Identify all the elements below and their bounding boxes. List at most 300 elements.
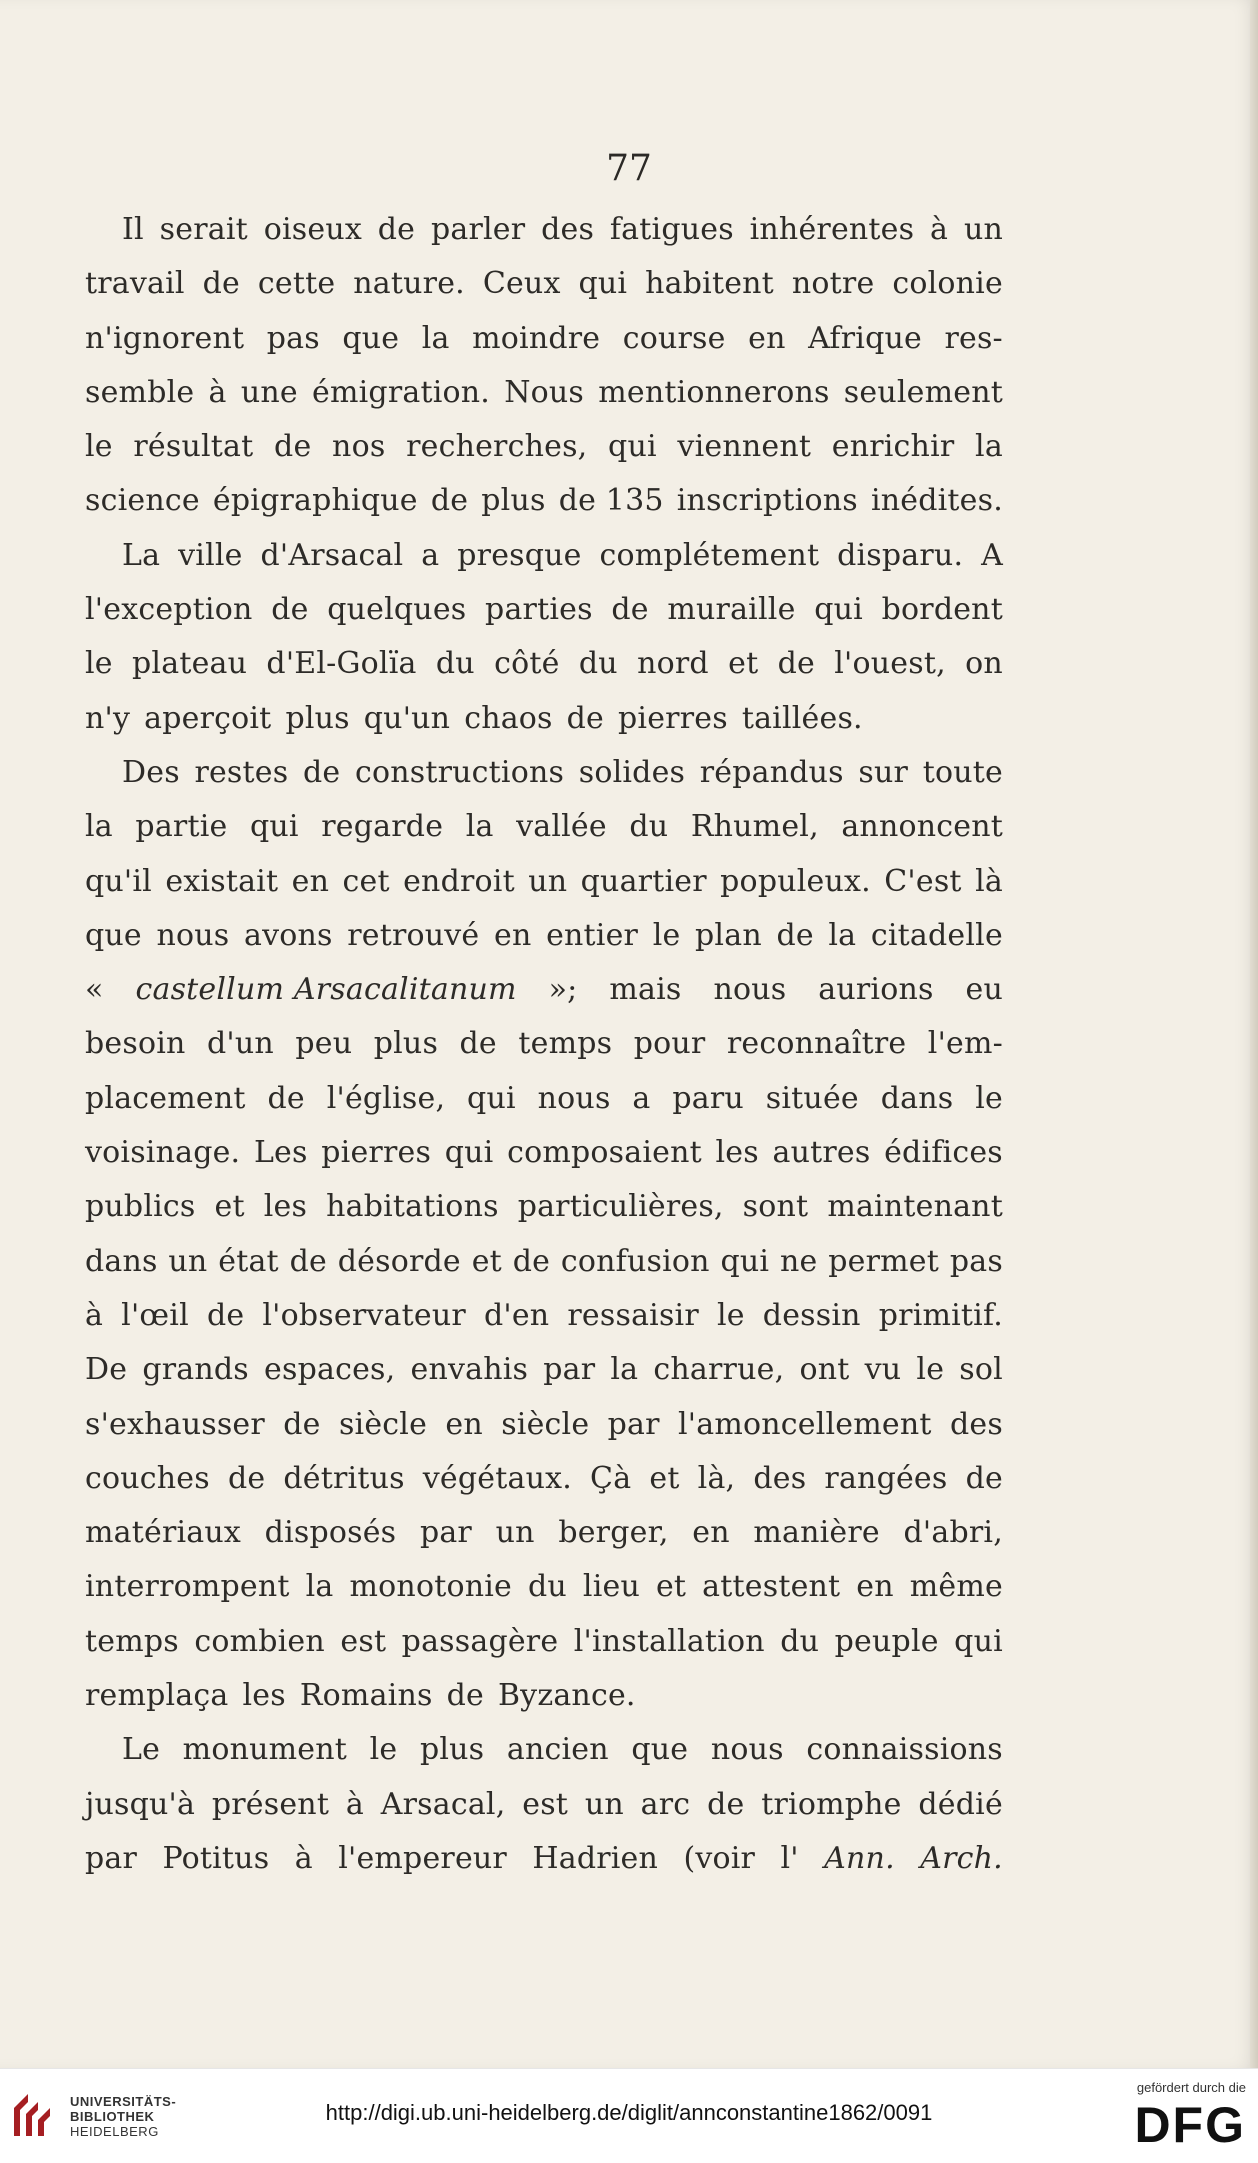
word: la xyxy=(305,1569,334,1605)
word: monument xyxy=(182,1732,348,1768)
text-line xyxy=(85,1624,1003,1678)
word: retrouvé xyxy=(347,917,480,953)
word: besoin xyxy=(85,1026,186,1062)
word: lieu xyxy=(582,1569,640,1605)
page-edge-shadow xyxy=(1250,0,1258,2068)
word: De xyxy=(85,1352,128,1388)
word: de xyxy=(965,1460,1003,1496)
word: un xyxy=(584,1786,624,1822)
word: de xyxy=(707,1786,745,1822)
word: placement xyxy=(85,1080,246,1116)
word: connaissions xyxy=(806,1732,1003,1768)
word: des xyxy=(753,1460,807,1496)
word: travail xyxy=(85,266,185,302)
word: de xyxy=(302,754,341,790)
word: dessin xyxy=(762,1297,861,1333)
word: que xyxy=(85,917,142,953)
word: toute xyxy=(922,754,1003,790)
word: du xyxy=(780,1623,820,1659)
word: de xyxy=(430,483,469,519)
word: inédites. xyxy=(870,483,1003,519)
word: nature. xyxy=(353,266,465,302)
word: ancien xyxy=(506,1732,609,1768)
word: combien xyxy=(194,1623,325,1659)
word: composaient xyxy=(507,1135,702,1171)
word: en xyxy=(493,917,532,953)
word: Arsacal, xyxy=(380,1786,506,1822)
word: Il xyxy=(122,212,144,247)
word: végétaux. xyxy=(422,1460,572,1496)
word: on xyxy=(965,646,1003,682)
word: l'empereur xyxy=(338,1840,507,1876)
word: constructions xyxy=(354,754,565,790)
word: et xyxy=(471,1243,502,1279)
text-line xyxy=(85,918,1003,972)
word: inhérentes xyxy=(749,212,915,247)
word: à xyxy=(930,212,949,247)
word: pas xyxy=(266,320,320,356)
text-line xyxy=(85,1732,1003,1786)
word: parler xyxy=(430,212,526,247)
word: La xyxy=(122,537,161,573)
word: à xyxy=(345,1786,364,1822)
word: pour xyxy=(633,1026,706,1062)
word: muraille xyxy=(667,592,796,628)
word: plateau xyxy=(132,646,248,682)
word: Afrique xyxy=(808,320,922,356)
word: citadelle xyxy=(870,917,1003,953)
text-line xyxy=(85,1841,1003,1895)
word: qui xyxy=(720,1243,770,1279)
word: et xyxy=(214,1189,245,1225)
word: inscriptions xyxy=(676,483,858,519)
permalink-url[interactable]: http://digi.ub.uni-heidelberg.de/diglit/annconstantine1862/0091 xyxy=(325,2100,933,2125)
word: Nous xyxy=(504,374,585,410)
word: autres xyxy=(772,1135,871,1171)
word: de xyxy=(202,266,240,302)
word: triomphe xyxy=(761,1786,902,1822)
word: particulières, xyxy=(517,1189,724,1225)
text-line xyxy=(85,1135,1003,1189)
text-line xyxy=(85,1081,1003,1135)
word: entier xyxy=(546,917,639,953)
word: sont xyxy=(742,1189,809,1225)
word: l'œil xyxy=(121,1297,189,1333)
word: voisinage. xyxy=(85,1135,241,1171)
word: l'église, xyxy=(326,1080,446,1116)
word: dédié xyxy=(918,1786,1003,1822)
word: peu xyxy=(295,1026,353,1062)
word: l'installation xyxy=(573,1623,765,1659)
word: de xyxy=(227,1460,266,1496)
word: de xyxy=(777,646,815,682)
word: un xyxy=(528,863,568,899)
word: de xyxy=(776,917,814,953)
word: Rhumel, xyxy=(690,809,819,845)
word: Ann. xyxy=(824,1840,895,1876)
word: attestent xyxy=(702,1569,841,1605)
word: présent xyxy=(211,1786,330,1822)
word: de xyxy=(206,1297,245,1333)
word: des xyxy=(949,1406,1003,1442)
logo-line-1: UNIVERSITÄTS- xyxy=(70,2094,177,2109)
word: répandus xyxy=(699,754,844,790)
word: passagère xyxy=(401,1623,559,1659)
word: mais xyxy=(609,972,682,1008)
word: en xyxy=(856,1569,894,1605)
word: chaos xyxy=(464,700,553,736)
text-line xyxy=(85,1026,1003,1080)
word: la xyxy=(610,1352,639,1388)
word: a xyxy=(421,537,440,573)
word: que xyxy=(631,1732,689,1768)
word: et xyxy=(649,1460,680,1496)
text-line xyxy=(85,701,1003,755)
word: le xyxy=(716,1297,745,1333)
word: dans xyxy=(880,1080,954,1116)
word: le xyxy=(85,429,113,465)
text-line xyxy=(85,1189,1003,1243)
word: eu xyxy=(965,972,1003,1008)
word: état xyxy=(218,1243,279,1279)
word: là xyxy=(975,863,1003,899)
word: Byzance. xyxy=(497,1678,636,1714)
word: res- xyxy=(944,320,1003,356)
word: de xyxy=(274,429,312,465)
text-line xyxy=(85,1515,1003,1569)
word: les xyxy=(715,1135,759,1171)
word: habitent xyxy=(645,266,774,302)
word: Ceux xyxy=(482,266,561,302)
word: Hadrien xyxy=(532,1840,659,1876)
text-line xyxy=(85,266,1003,320)
word: qu'un xyxy=(363,700,451,736)
word: monotonie xyxy=(349,1569,512,1605)
word: de xyxy=(267,1080,305,1116)
word: de xyxy=(283,1406,321,1442)
word: le xyxy=(85,646,113,682)
word: sur xyxy=(858,754,909,790)
word: plus xyxy=(481,483,546,519)
text-line xyxy=(85,375,1003,429)
word: le xyxy=(975,1080,1003,1116)
word: le xyxy=(652,917,681,953)
word: permet xyxy=(828,1243,940,1279)
word: pas xyxy=(949,1243,1003,1279)
word: recherches, xyxy=(406,429,588,465)
word: C'est xyxy=(884,863,962,899)
word: avons xyxy=(243,917,333,953)
word: complétement xyxy=(599,537,820,573)
word: oiseux xyxy=(263,212,362,247)
word: arc xyxy=(640,1786,691,1822)
word: regarde xyxy=(321,809,444,845)
word: en xyxy=(748,320,786,356)
word: qui xyxy=(814,592,863,628)
word: « xyxy=(85,972,104,1008)
word: à xyxy=(294,1840,313,1876)
word: par xyxy=(419,1515,472,1551)
word: de xyxy=(611,592,649,628)
word: annoncent xyxy=(841,809,1003,845)
word: de xyxy=(512,1243,551,1279)
text-line xyxy=(85,592,1003,646)
text-line xyxy=(85,1298,1003,1352)
word: taillées. xyxy=(741,700,863,736)
logo-line-2: BIBLIOTHEK xyxy=(70,2109,155,2124)
word: la xyxy=(828,917,857,953)
word: là, xyxy=(697,1460,736,1496)
word: existait xyxy=(165,863,279,899)
word: charrue, xyxy=(653,1352,785,1388)
word: (voir xyxy=(683,1840,756,1876)
text-line xyxy=(85,429,1003,483)
word: édifices xyxy=(884,1135,1003,1171)
word: partie xyxy=(135,809,228,845)
text-line xyxy=(85,483,1003,537)
word: n'ignorent xyxy=(85,320,245,356)
dfg-logo: DFG xyxy=(1134,2097,1246,2153)
word: qui xyxy=(250,809,299,845)
word: l'exception xyxy=(85,592,253,628)
word: jusqu'à xyxy=(85,1786,196,1822)
word: mentionnerons xyxy=(598,374,830,410)
word: la xyxy=(421,320,450,356)
word: temps xyxy=(518,1026,613,1062)
word: d'un xyxy=(207,1026,274,1062)
text-line xyxy=(85,1678,1003,1732)
word: restes xyxy=(194,754,289,790)
word: interrompent xyxy=(85,1569,290,1605)
word: cet xyxy=(342,863,390,899)
word: a xyxy=(632,1080,651,1116)
word: remplaça xyxy=(85,1678,229,1714)
word: nos xyxy=(332,429,386,465)
word: seulement xyxy=(843,374,1003,410)
word: n'y xyxy=(85,700,131,736)
text-line xyxy=(85,1787,1003,1841)
word: presque xyxy=(457,537,582,573)
word: à xyxy=(208,374,227,410)
word: bordent xyxy=(881,592,1003,628)
word: la xyxy=(975,429,1003,465)
word: vu xyxy=(864,1352,902,1388)
word: viennent xyxy=(677,429,812,465)
word: l' xyxy=(780,1840,799,1876)
word: espaces, xyxy=(264,1352,396,1388)
word: les xyxy=(263,1189,308,1225)
word: en xyxy=(445,1406,483,1442)
word: du xyxy=(629,809,669,845)
word: couches xyxy=(85,1460,210,1496)
word: en xyxy=(692,1515,730,1551)
word: Çà xyxy=(590,1460,632,1496)
word: cette xyxy=(257,266,336,302)
word: parties xyxy=(485,592,593,628)
word: l'ouest, xyxy=(834,646,946,682)
word: qui xyxy=(954,1623,1003,1659)
word: la xyxy=(465,809,494,845)
word: nous xyxy=(713,972,787,1008)
text-line xyxy=(85,1407,1003,1461)
word: castellum Arsacalitanum xyxy=(135,972,517,1008)
word: en xyxy=(291,863,330,899)
text-line xyxy=(85,809,1003,863)
word: serait xyxy=(159,212,248,247)
word: s'exhausser xyxy=(85,1406,265,1442)
word: de xyxy=(566,700,605,736)
word: plan xyxy=(695,917,762,953)
word: l'amoncellement xyxy=(678,1406,932,1442)
word: ne xyxy=(779,1243,818,1279)
word: notre xyxy=(791,266,875,302)
body-text xyxy=(85,212,1003,1895)
word: ville xyxy=(178,537,243,573)
word: siècle xyxy=(501,1406,590,1442)
word: de xyxy=(446,1678,484,1714)
word: qui xyxy=(578,266,628,302)
word: aperçoit xyxy=(144,700,272,736)
text-line xyxy=(85,1461,1003,1515)
word: qu'il xyxy=(85,863,152,899)
word: ressaisir xyxy=(567,1297,699,1333)
word: quelques xyxy=(327,592,467,628)
word: dans xyxy=(85,1243,158,1279)
word: même xyxy=(909,1569,1003,1605)
word: Des xyxy=(122,754,180,790)
word: nous xyxy=(710,1732,784,1768)
word: d'El-Golïa xyxy=(266,646,417,682)
word: résultat xyxy=(133,429,254,465)
word: de 135 xyxy=(558,483,664,519)
word: envahis xyxy=(410,1352,529,1388)
word: est xyxy=(340,1623,387,1659)
word: course xyxy=(622,320,726,356)
word: un xyxy=(963,212,1003,247)
word: le xyxy=(369,1732,398,1768)
word: maintenant xyxy=(827,1189,1003,1225)
word: Arch. xyxy=(920,1840,1003,1876)
word: d'en xyxy=(483,1297,550,1333)
word: Potitus xyxy=(162,1840,270,1876)
word: de xyxy=(289,1243,327,1279)
word: matériaux xyxy=(85,1515,242,1551)
text-line xyxy=(85,755,1003,809)
word: par xyxy=(85,1840,138,1876)
word: fatigues xyxy=(609,212,734,247)
word: de xyxy=(377,212,416,247)
page-number: 77 xyxy=(606,148,652,189)
word: par xyxy=(543,1352,596,1388)
word: nous xyxy=(537,1080,611,1116)
word: science xyxy=(85,483,200,519)
word: pierres xyxy=(618,700,728,736)
word: et xyxy=(655,1569,687,1605)
word: qui xyxy=(608,429,657,465)
word: détritus xyxy=(283,1460,405,1496)
text-line xyxy=(85,1352,1003,1406)
word: émigration. xyxy=(312,374,491,410)
word: siècle xyxy=(338,1406,428,1442)
word: moindre xyxy=(472,320,601,356)
word: peuple xyxy=(834,1623,939,1659)
word: sol xyxy=(959,1352,1003,1388)
word: une xyxy=(240,374,298,410)
word: confusion xyxy=(560,1243,710,1279)
word: aurions xyxy=(818,972,934,1008)
word: vallée xyxy=(516,809,607,845)
word: et xyxy=(728,646,759,682)
word: du xyxy=(578,646,618,682)
word: un xyxy=(495,1515,535,1551)
word: Le xyxy=(122,1732,161,1768)
word: publics xyxy=(85,1189,196,1225)
word: endroit xyxy=(403,863,515,899)
text-line xyxy=(85,538,1003,592)
word: côté xyxy=(494,646,560,682)
funded-by-label: gefördert durch die xyxy=(1136,2080,1246,2095)
word: enrichir xyxy=(831,429,955,465)
word: colonie xyxy=(892,266,1003,302)
word: des xyxy=(541,212,595,247)
word: d'abri, xyxy=(903,1515,1003,1551)
word: Romains xyxy=(299,1678,433,1714)
word: ont xyxy=(799,1352,850,1388)
word: plus xyxy=(419,1732,485,1768)
text-line xyxy=(85,646,1003,700)
word: reconnaître xyxy=(726,1026,907,1062)
word: qui xyxy=(467,1080,516,1116)
word: quartier xyxy=(580,863,707,899)
word: nord xyxy=(637,646,709,682)
word: l'em- xyxy=(927,1026,1003,1062)
word: un xyxy=(168,1243,208,1279)
word: épigraphique xyxy=(212,483,418,519)
word: rangées xyxy=(824,1460,948,1496)
word: »; xyxy=(548,972,578,1008)
word: nous xyxy=(156,917,230,953)
text-line xyxy=(85,1569,1003,1623)
word: temps xyxy=(85,1623,179,1659)
word: qui xyxy=(444,1135,494,1171)
word: que xyxy=(342,320,400,356)
word: primitif. xyxy=(878,1297,1003,1333)
text-line xyxy=(85,864,1003,918)
word: disparu. xyxy=(837,537,964,573)
word: plus xyxy=(285,700,350,736)
text-line xyxy=(85,212,1003,266)
word: A xyxy=(981,537,1003,573)
text-line xyxy=(85,321,1003,375)
word: de xyxy=(459,1026,497,1062)
word: Les xyxy=(253,1135,308,1171)
word: les xyxy=(242,1678,286,1714)
word: pierres xyxy=(321,1135,432,1171)
word: disposés xyxy=(264,1515,397,1551)
word: située xyxy=(765,1080,859,1116)
word: semble xyxy=(85,374,195,410)
text-line xyxy=(85,1244,1003,1298)
word: plus xyxy=(373,1026,439,1062)
word: paru xyxy=(672,1080,744,1116)
word: berger, xyxy=(558,1515,669,1551)
word: grands xyxy=(142,1352,249,1388)
word: à xyxy=(85,1297,104,1333)
word: populeux. xyxy=(720,863,871,899)
word: du xyxy=(527,1569,567,1605)
word: solides xyxy=(578,754,686,790)
word: est xyxy=(522,1786,569,1822)
